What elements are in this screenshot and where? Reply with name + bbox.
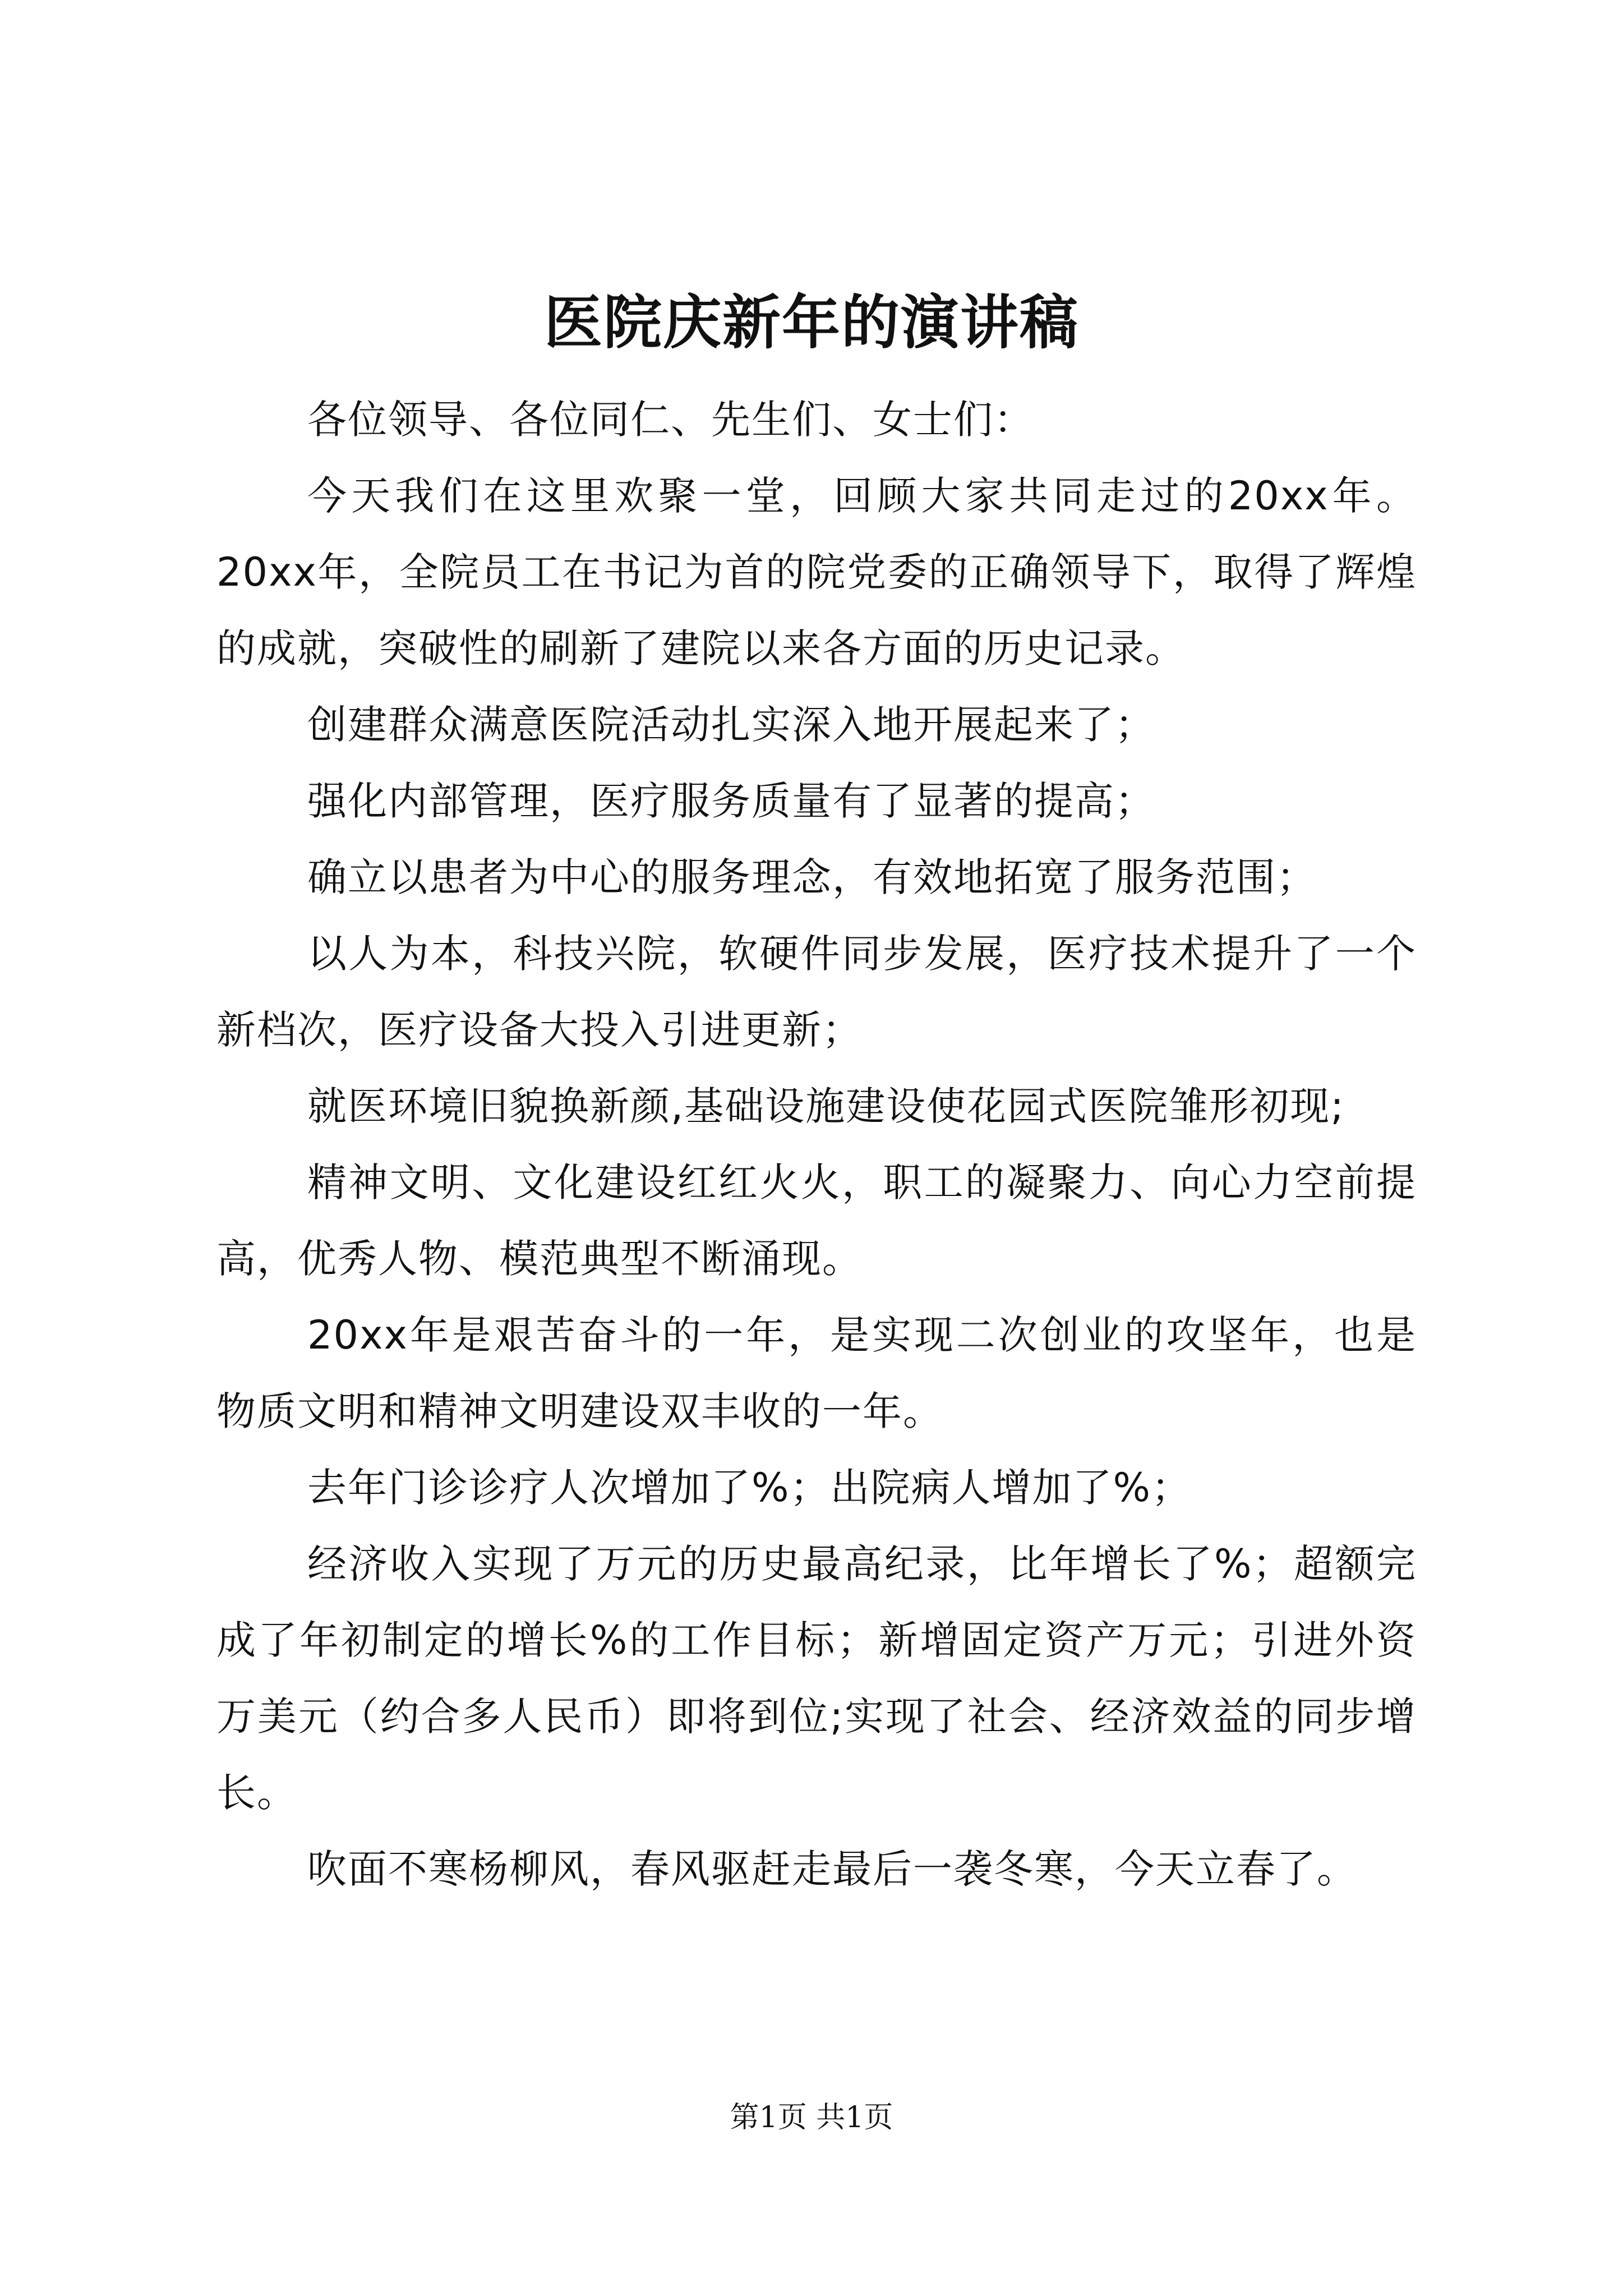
- paragraph-greeting: 各位领导、各位同仁、先生们、女士们：: [307, 397, 1034, 443]
- paragraph: 强化内部管理，医疗服务质量有了显著的提高；: [307, 778, 1155, 824]
- page-number-footer: 第1页 共1页: [730, 2101, 893, 2134]
- paragraph: 确立以患者为中心的服务理念，有效地拓宽了服务范围；: [307, 854, 1317, 900]
- paragraph: 创建群众满意医院活动扎实深入地开展起来了；: [307, 702, 1155, 748]
- document-body: [216, 381, 1417, 1907]
- paragraph: 就医环境旧貌换新颜,基础设施建设使花园式医院雏形初现;: [307, 1083, 1345, 1129]
- paragraph: 精神文明、文化建设红红火火，职工的凝聚力、向心力空前提高，优秀人物、模范典型不断涌现。: [216, 1159, 1417, 1282]
- paragraph: 20xx年是艰苦奋斗的一年，是实现二次创业的攻坚年，也是物质文明和精神文明建设双丰收的一年。: [216, 1312, 1417, 1434]
- paragraph: 去年门诊诊疗人次增加了%；出院病人增加了%；: [307, 1465, 1192, 1511]
- paragraph: 吹面不寒杨柳风，春风驱赶走最后一袭冬寒，今天立春了。: [307, 1846, 1357, 1892]
- paragraph: 以人为本，科技兴院，软硬件同步发展，医疗技术提升了一个新档次，医疗设备大投入引进更新；: [216, 931, 1417, 1053]
- document-title: 医院庆新年的演讲稿: [543, 288, 1079, 357]
- paragraph: 经济收入实现了万元的历史最高纪录，比年增长了%；超额完成了年初制定的增长%的工作目标；新增固定资产万元；引进外资万美元（约合多人民币）即将到位;实现了社会、经济效益的同步增长。: [216, 1541, 1417, 1816]
- paragraph: 今天我们在这里欢聚一堂，回顾大家共同走过的20xx年。20xx年，全院员工在书记为首的院党委的正确领导下，取得了辉煌的成就，突破性的刷新了建院以来各方面的历史记录。: [216, 473, 1417, 671]
